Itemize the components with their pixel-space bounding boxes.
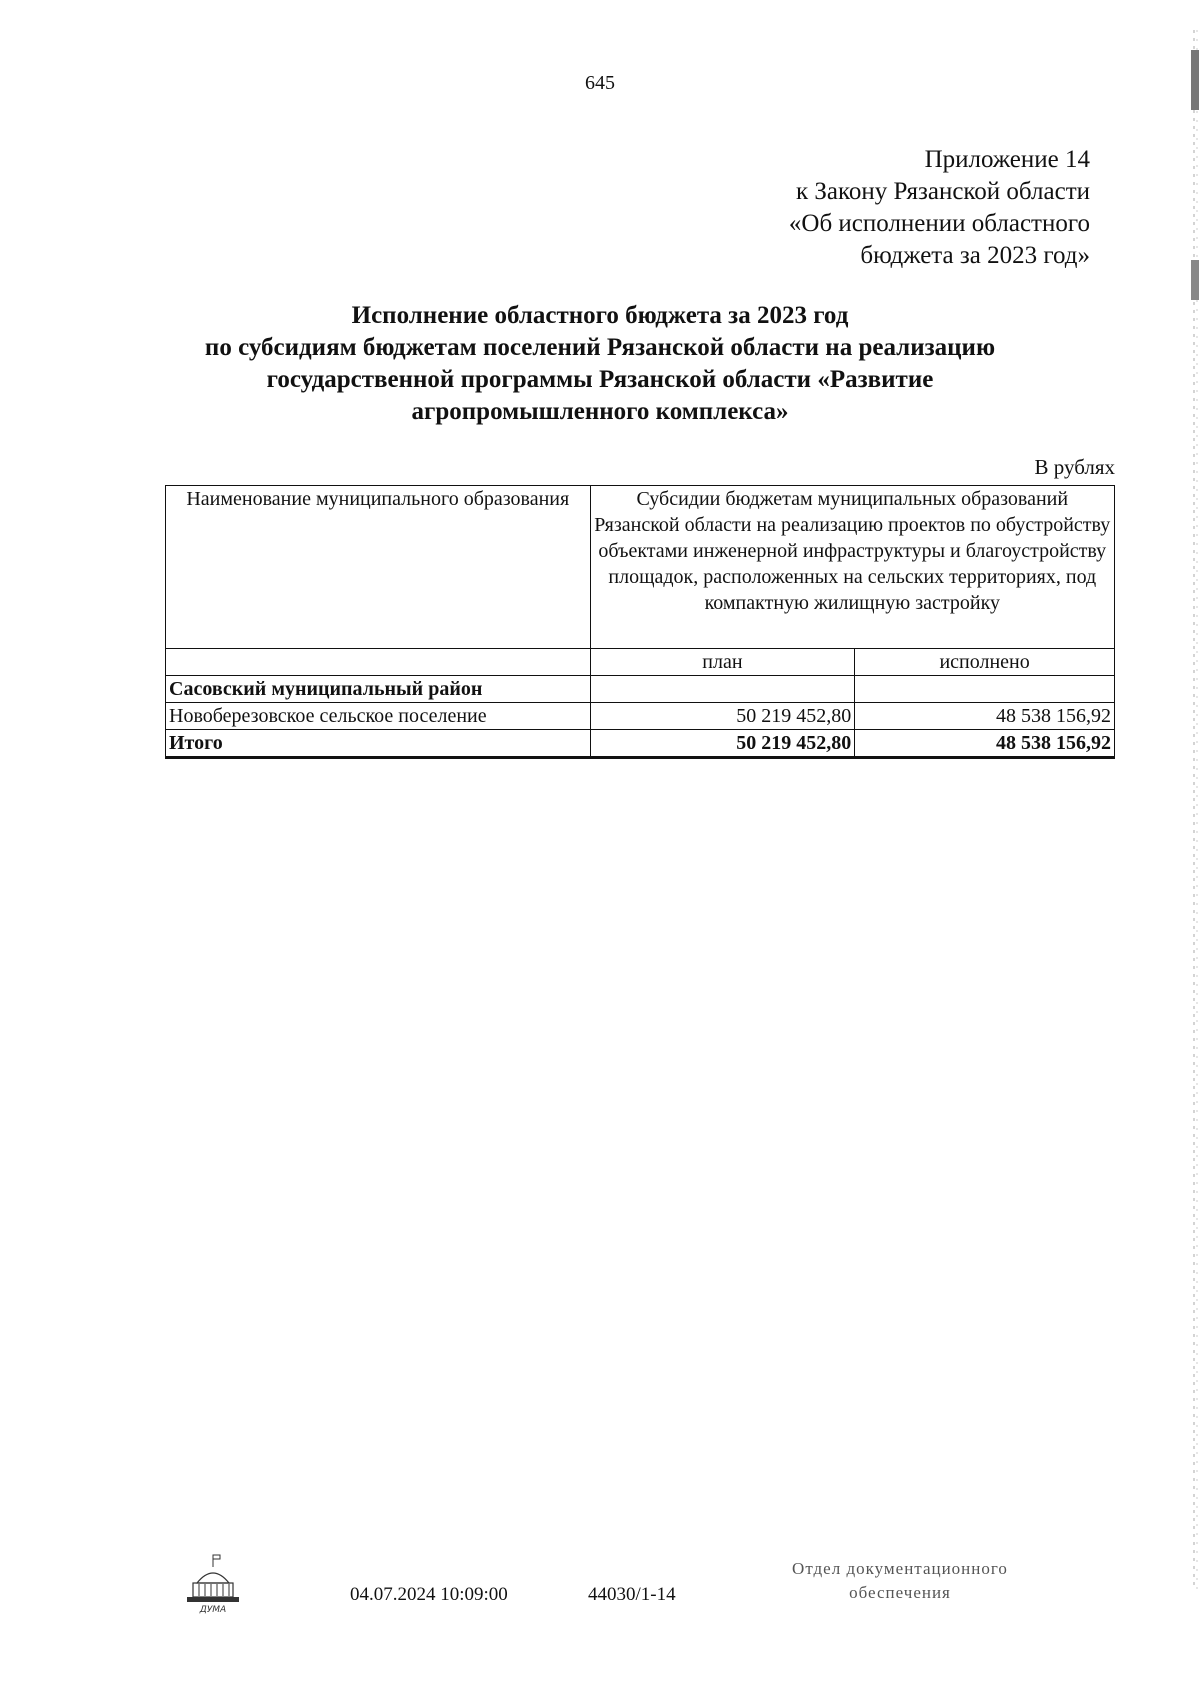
title-line-1: Исполнение областного бюджета за 2023 год [351,302,849,329]
row-plan [590,676,855,703]
subheader-empty [166,649,591,676]
budget-table [165,485,1115,759]
title-line-3: государственной программы Рязанской области «Развитие [266,366,934,393]
row-name: Сасовский муниципальный район [166,676,591,703]
units-label: В рублях [1034,455,1115,479]
row-plan: 50 219 452,80 [590,703,855,730]
row-done: 48 538 156,92 [855,703,1115,730]
page-number: 645 [585,72,615,94]
table-header-row [166,486,1115,649]
appendix-line-3: «Об исполнении областного [788,210,1090,237]
duma-logo-icon [183,1553,243,1615]
col-municipality-header: Наименование муниципального образования [166,486,591,649]
table-row-district [166,676,1115,703]
total-done: 48 538 156,92 [855,730,1115,758]
department-stamp [750,1557,1050,1605]
appendix-block [789,144,1090,272]
stamp-date: 04.07.2024 10:09:00 [350,1584,508,1605]
appendix-line-4: бюджета за 2023 год» [860,242,1090,269]
row-done [855,676,1115,703]
scan-edge-marks [1188,30,1200,1590]
table-subheader-row [166,649,1115,676]
appendix-line-2: к Закону Рязанской области [796,178,1090,205]
table-row-settlement [166,703,1115,730]
col-plan-header: план [590,649,855,676]
svg-text:ДУМА: ДУМА [199,1605,227,1615]
total-plan: 50 219 452,80 [590,730,855,758]
document-title [140,300,1060,428]
col-done-header: исполнено [855,649,1115,676]
total-name: Итого [166,730,591,758]
registration-number: 44030/1-14 [588,1584,676,1605]
appendix-line-1: Приложение 14 [924,146,1090,173]
col-subsidy-header: Субсидии бюджетам муниципальных образований Рязанской области на реализацию проектов по обустройству объектами инженерной инфраструктуры и благоустройству площадок, расположенных на сельских территориях, под компактную жилищную застройку [590,486,1114,649]
row-name: Новоберезовское сельское поселение [166,703,591,730]
department-line-2: обеспечения [849,1583,951,1602]
department-line-1: Отдел документационного [792,1559,1008,1578]
title-line-4: агропромышленного комплекса» [411,398,789,425]
table-row-total [166,730,1115,758]
title-line-2: по субсидиям бюджетам поселений Рязанской области на реализацию [204,334,996,361]
